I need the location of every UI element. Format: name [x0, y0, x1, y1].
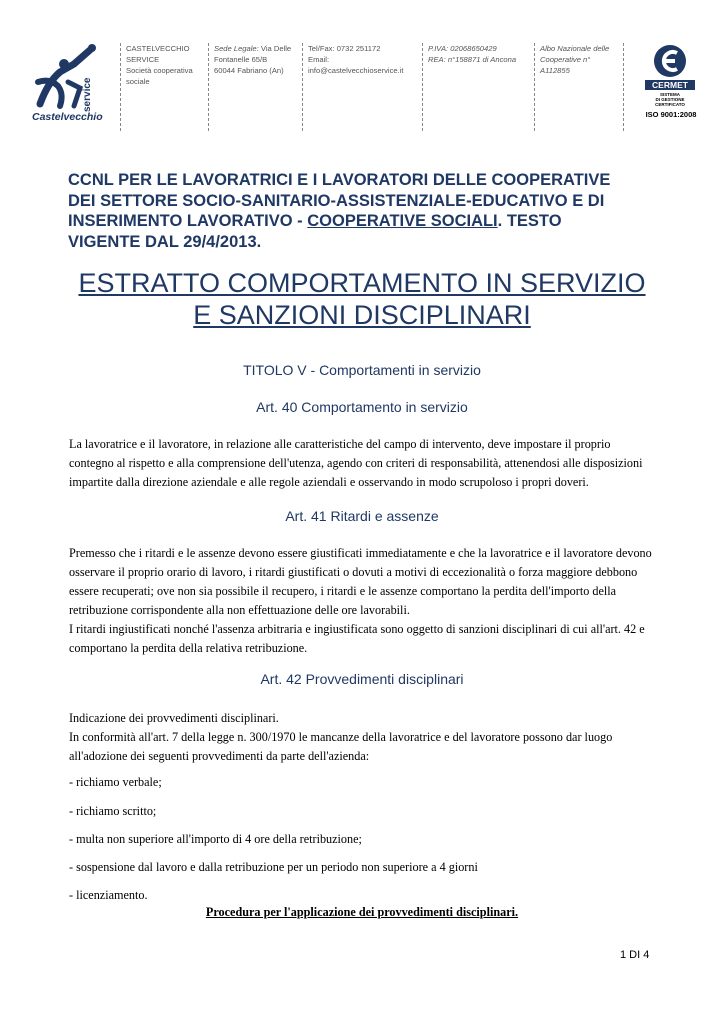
logo-text: Castelvecchio [32, 111, 103, 123]
section-title-titolo-v: TITOLO V - Comportamenti in servizio [243, 362, 481, 378]
header-divider [120, 43, 121, 131]
iso-label: ISO 9001:2008 [645, 110, 697, 119]
header-address: Sede Legale: Via Delle Fontanelle 65/B 60044 Fabriano (An) [214, 44, 292, 75]
header-contacts: Tel/Fax: 0732 251172 Email: info@castelvecchioservice.it [308, 44, 404, 75]
header-tax-info: P.IVA: 02068650429 REA: n°158871 di Ancona [428, 44, 517, 64]
header-divider [623, 43, 624, 131]
art-42-text: Indicazione dei provvedimenti disciplinari. In conformità all'art. 7 della legge n. 300/1970 le mancanze della lavoratrice e del lavoratore possono dar luogo all'adozione dei seguenti provvedimenti da parte dell'azienda: [69, 711, 613, 763]
header-register: Albo Nazionale delle Cooperative n° A112855 [540, 44, 610, 75]
header-divider [534, 43, 535, 131]
email-link[interactable]: info@castelvecchioservice.it [308, 66, 404, 75]
header-divider [302, 43, 303, 131]
procedure-heading: Procedura per l'applicazione dei provvedimenti disciplinari. [205, 905, 519, 919]
header-company: CASTELVECCHIO SERVICE Società cooperativa sociale [126, 44, 193, 86]
list-item: - sospensione dal lavoro e dalla retribuzione per un periodo non superiore a 4 giorni [69, 860, 478, 874]
castelvecchio-logo [30, 42, 104, 124]
page-number: 1 DI 4 [620, 949, 650, 961]
svg-text:SISTEMA: SISTEMA [659, 92, 681, 97]
svg-text:DI GESTIONE: DI GESTIONE [655, 97, 685, 102]
logo-service-text: service [82, 77, 93, 112]
header-divider [422, 43, 423, 131]
art-40-heading: Art. 40 Comportamento in servizio [256, 399, 468, 415]
art-40-text: La lavoratrice e il lavoratore, in relazione alle caratteristiche del campo di intervento, deve impostare il proprio contegno al rispetto e alla comprensione dell'utenza, agendo con criteri di responsabilità, attenendosi alle disposizioni impartite dalla direzione aziendale e alle regole aziendali e osservando in modo scrupoloso i propri doveri. [69, 437, 643, 489]
document-title: ESTRATTO COMPORTAMENTO IN SERVIZIO E SANZIONI DISCIPLINARI [78, 268, 646, 330]
list-item: - licenziamento. [69, 888, 148, 902]
list-item: - richiamo scritto; [69, 804, 157, 818]
header-divider [208, 43, 209, 131]
cooperative-sociali-link[interactable]: COOPERATIVE SOCIALI [307, 212, 498, 230]
list-item: - multa non superiore all'importo di 4 ore della retribuzione; [69, 832, 362, 846]
seal-brand: CERMET [652, 80, 688, 90]
ccnl-title: CCNL PER LE LAVORATRICI E I LAVORATORI DELLE COOPERATIVE DEI SETTORE SOCIO-SANITARIO-ASSISTENZIALE-EDUCATIVO E DI INSERIMENTO LAVORATIVO - COOPERATIVE SOCIALI. TESTO VIGENTE DAL 29/4/2013. [68, 171, 611, 251]
art-41-heading: Art. 41 Ritardi e assenze [285, 508, 439, 524]
list-item: - richiamo verbale; [69, 775, 162, 789]
art-41-text: Premesso che i ritardi e le assenze devono essere giustificati immediatamente e che la lavoratrice e il lavoratore devono osservare il proprio orario di lavoro, i ritardi giustificati o dovuti a motivi di eccezionalità o forza maggiore debbono essere recuperati; ove non sia possibile il recupero, i ritardi e le assenze comportano la perdita dell'importo della retribuzione corrispondente alla non effettuazione delle ore lavorabili. I ritardi ingiustificati nonché l'assenza arbitraria e ingiustificata sono oggetto di sanzioni disciplinari di cui all'art. 42 e comportano la perdita della relativa retribuzione. [69, 546, 652, 655]
svg-text:CERTIFICATO: CERTIFICATO [655, 102, 685, 107]
art-42-heading: Art. 42 Provvedimenti disciplinari [260, 671, 464, 687]
